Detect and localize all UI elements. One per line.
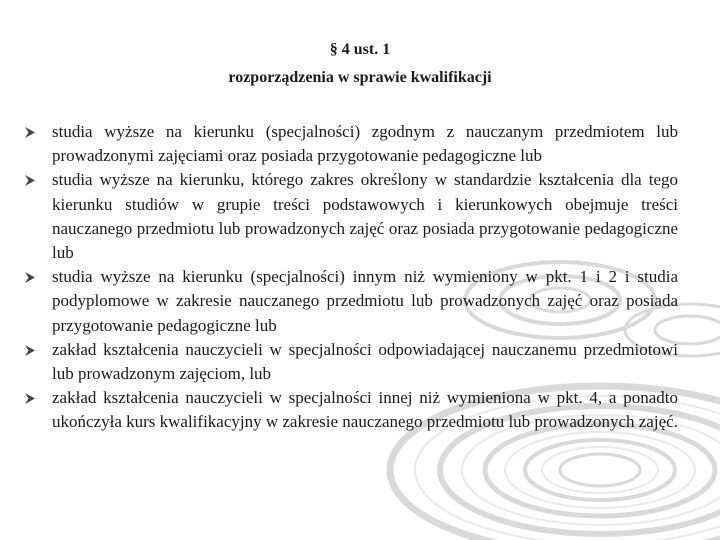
- arrow-right-icon: [24, 392, 36, 405]
- list-item-text: studia wyższe na kierunku (specjalności) innym niż wymieniony w pkt. 1 i 2 i studia podyplomowe w zakresie nauczanego przedmiotu lub prowadzonych zajęć oraz posiada przygotowanie pedagogiczne lub: [52, 267, 678, 335]
- list-item: [24, 386, 678, 434]
- list-item: [24, 168, 678, 265]
- title-line-1: § 4 ust. 1: [329, 41, 391, 58]
- slide-title: [0, 36, 720, 92]
- list-item: [24, 338, 678, 386]
- arrow-right-icon: [24, 344, 36, 357]
- bullet-list: [24, 120, 678, 435]
- arrow-right-icon: [24, 126, 36, 139]
- list-item-text: zakład kształcenia nauczycieli w specjalności odpowiadającej nauczanemu przedmiotowi lub prowadzonym zajęciom, lub: [52, 339, 678, 384]
- arrow-right-icon: [24, 174, 36, 187]
- list-item-text: studia wyższe na kierunku, którego zakres określony w standardzie kształcenia dla tego kierunku studiów w grupie treści podstawowych i kierunkowych obejmuje treści nauczanego przedmiotu lub prowadzonych zajęć oraz posiada przygotowanie pedagogiczne lub: [52, 170, 678, 263]
- list-item-text: zakład kształcenia nauczycieli w specjalności innej niż wymieniona w pkt. 4, a ponadto ukończyła kurs kwalifikacyjny w zakresie nauczanego przedmiotu lub prowadzonych zajęć.: [52, 388, 678, 432]
- list-item: [24, 265, 678, 338]
- list-item-text: studia wyższe na kierunku (specjalności) zgodnym z nauczanym przedmiotem lub prowadzonymi zajęciami oraz posiada przygotowanie pedagogiczne lub: [52, 122, 678, 166]
- title-line-2: rozporządzenia w sprawie kwalifikacji: [228, 69, 492, 86]
- arrow-right-icon: [24, 271, 36, 284]
- list-item: [24, 120, 678, 168]
